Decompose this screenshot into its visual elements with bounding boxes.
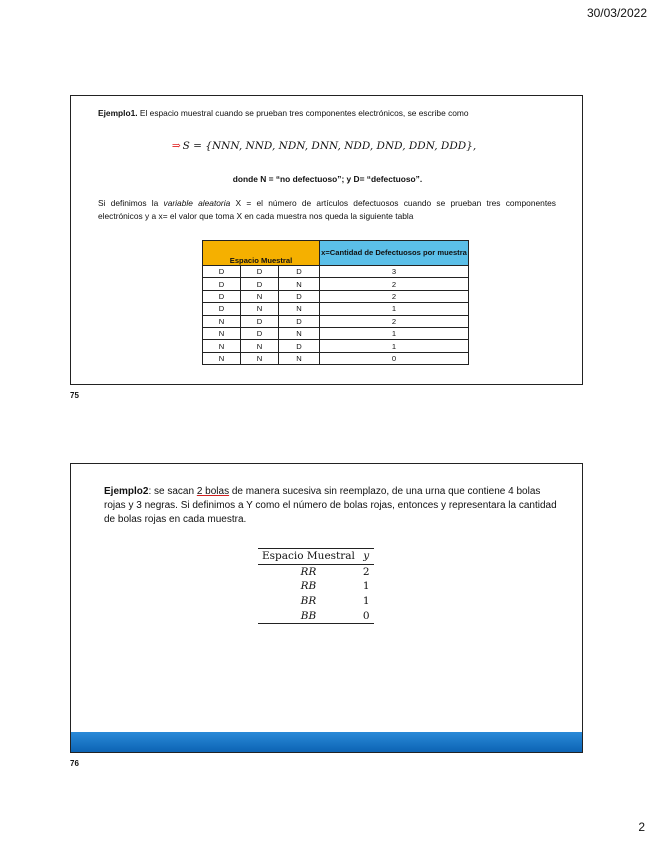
table-row bbox=[203, 278, 469, 290]
slide-number-75: 75 bbox=[70, 391, 79, 400]
slide-footer-bar bbox=[71, 732, 582, 752]
y-value-cell: 1 bbox=[362, 595, 370, 608]
outcome-cell: N bbox=[279, 352, 320, 364]
defect-count-cell: 1 bbox=[320, 340, 469, 352]
example1-label: Ejemplo1. bbox=[98, 108, 138, 118]
table-row bbox=[203, 303, 469, 315]
paragraph-post: X = el número de artículos defectuosos cuando se prueban tres componentes electrónicos y a x= el valor que toma X en cada muestra nos queda la siguiente tabla bbox=[98, 198, 556, 221]
date: 30/03/2022 bbox=[586, 6, 647, 20]
outcome-cell: N bbox=[203, 340, 241, 352]
outcome-cell: D bbox=[241, 327, 279, 339]
outcome-cell: BR bbox=[300, 595, 317, 608]
table-row bbox=[258, 608, 374, 623]
outcome-cell: D bbox=[203, 266, 241, 278]
y-value-cell: 2 bbox=[362, 565, 370, 578]
outcome-cell: BB bbox=[258, 608, 359, 623]
table-row bbox=[258, 564, 374, 579]
table-row bbox=[258, 594, 374, 609]
table-row bbox=[203, 266, 469, 278]
outcome-cell: N bbox=[241, 290, 279, 302]
table-header-defects: x=Cantidad de Defectuosos por muestra bbox=[320, 241, 469, 266]
table-row bbox=[203, 315, 469, 327]
outcome-cell: D bbox=[241, 278, 279, 290]
outcome-cell: D bbox=[279, 290, 320, 302]
y-value-cell: 1 bbox=[362, 580, 370, 593]
outcome-cell: N bbox=[279, 278, 320, 290]
outcome-cell: N bbox=[241, 303, 279, 315]
example2-underlined: 2 bolas bbox=[196, 486, 230, 497]
outcome-cell: N bbox=[203, 327, 241, 339]
sample-space-text: S = {NNN, NND, NDN, DNN, NDD, DND, DDN, DDD}, bbox=[182, 140, 477, 152]
defect-count-cell: 2 bbox=[320, 290, 469, 302]
slide-75 bbox=[70, 95, 583, 385]
outcome-cell: D bbox=[203, 290, 241, 302]
outcome-cell: D bbox=[279, 340, 320, 352]
defect-count-cell: 3 bbox=[320, 266, 469, 278]
outcome-cell: D bbox=[203, 303, 241, 315]
outcome-cell: N bbox=[241, 340, 279, 352]
outcome-cell: D bbox=[279, 315, 320, 327]
balls-table bbox=[258, 548, 374, 624]
outcome-cell: N bbox=[203, 315, 241, 327]
example2-text-b: de manera sucesiva sin reemplazo, de una urna que contiene 4 bolas rojas y 3 negras. Si definimos a Y como el número de bolas rojas, entonces y representara la cantidad de bolas rojas en cada muestra. bbox=[104, 486, 557, 525]
outcome-cell: D bbox=[241, 315, 279, 327]
outcome-cell: D bbox=[279, 266, 320, 278]
defect-count-cell: 1 bbox=[320, 327, 469, 339]
outcome-cell: N bbox=[241, 352, 279, 364]
balls-header-sample-space: Espacio Muestral bbox=[258, 549, 359, 565]
table-row bbox=[203, 327, 469, 339]
paragraph bbox=[98, 197, 556, 222]
outcome-cell: RB bbox=[300, 580, 317, 593]
defect-count-cell: 0 bbox=[320, 352, 469, 364]
outcome-cell: N bbox=[203, 352, 241, 364]
table-header-sample-space: Espacio Muestral bbox=[203, 241, 320, 266]
page-number: 2 bbox=[638, 820, 645, 834]
table-row bbox=[258, 579, 374, 594]
paragraph-pre: Si definimos la bbox=[98, 198, 164, 208]
outcome-cell: D bbox=[203, 278, 241, 290]
y-value-cell: 0 bbox=[359, 608, 374, 623]
table-row bbox=[203, 290, 469, 302]
outcome-cell: RR bbox=[300, 565, 317, 578]
defect-count-cell: 1 bbox=[320, 303, 469, 315]
paragraph-var: variable aleatoria bbox=[163, 198, 231, 208]
outcome-cell: N bbox=[279, 327, 320, 339]
table-row bbox=[203, 352, 469, 364]
defect-count-cell: 2 bbox=[320, 315, 469, 327]
example2-text-a: : se sacan bbox=[148, 486, 197, 497]
example2-label: Ejemplo2 bbox=[104, 486, 149, 497]
slide-76 bbox=[70, 463, 583, 753]
example1-text: El espacio muestral cuando se prueban tres componentes electrónicos, se escribe como bbox=[139, 108, 469, 118]
sample-space-table bbox=[202, 240, 469, 365]
defect-count-cell: 2 bbox=[320, 278, 469, 290]
example1-intro bbox=[98, 107, 568, 120]
example2-text bbox=[104, 485, 564, 527]
balls-header-y: y bbox=[359, 549, 374, 565]
sample-space-formula bbox=[169, 140, 479, 152]
outcome-cell: N bbox=[279, 303, 320, 315]
implies-arrow-icon: ⇒ bbox=[171, 140, 181, 152]
definition-line: donde N = “no defectuoso”; y D= “defectuoso”. bbox=[232, 174, 423, 184]
slide-number-76: 76 bbox=[70, 759, 79, 768]
outcome-cell: D bbox=[241, 266, 279, 278]
table-row bbox=[203, 340, 469, 352]
